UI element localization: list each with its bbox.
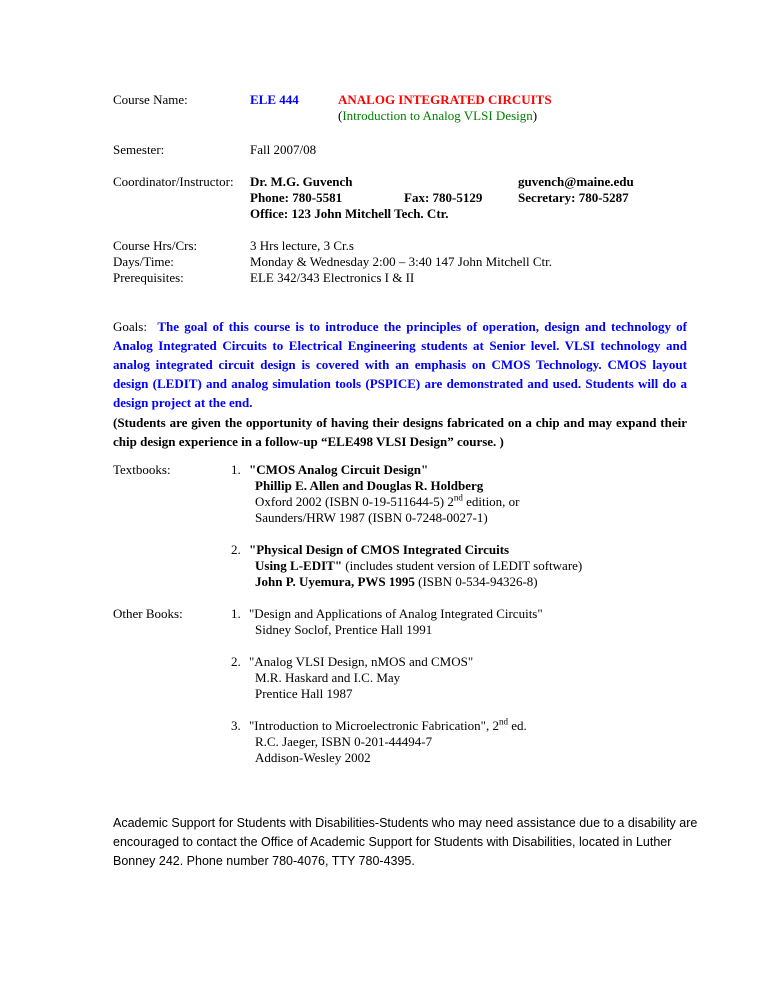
other-book2-author: M.R. Haskard and I.C. May [255,670,401,685]
other-books-label: Other Books: [113,606,183,621]
course-code: ELE 444 [250,92,299,107]
other-book3-title: "Introduction to Microelectronic Fabrication", 2nd ed. [249,716,527,733]
instructor-name: Dr. M.G. Guvench [250,174,353,189]
textbook1-pub1: Oxford 2002 (ISBN 0-19-511644-5) 2nd edition, or [255,492,520,509]
textbook1-number: 1. [231,462,241,477]
other-book1-title: "Design and Applications of Analog Integrated Circuits" [249,606,543,621]
other-book2-title: "Analog VLSI Design, nMOS and CMOS" [249,654,474,669]
other-book2-publisher: Prentice Hall 1987 [255,686,353,701]
other-book3-publisher: Addison-Wesley 2002 [255,750,371,765]
coordinator-label: Coordinator/Instructor: [113,174,234,189]
instructor-email[interactable]: guvench@maine.edu [518,174,634,189]
goals-paragraph [113,317,687,412]
course-subtitle: (Introduction to Analog VLSI Design) [338,108,538,123]
days-value: Monday & Wednesday 2:00 – 3:40 147 John Mitchell Ctr. [250,254,553,269]
other-book1-author: Sidney Soclof, Prentice Hall 1991 [255,622,433,637]
days-label: Days/Time: [113,254,174,269]
hrs-value: 3 Hrs lecture, 3 Cr.s [250,238,354,253]
disability-notice: Academic Support for Students with Disabilities-Students who may need assistance due to a disability are encouraged to contact the Office of Academic Support for Students with Disabilities, located in Luther Bonney 242. Phone number 780-4076, TTY 780-4395. [113,816,698,868]
course-name-label: Course Name: [113,92,188,107]
other-book1-number: 1. [231,606,241,621]
fabrication-note: (Students are given the opportunity of having their designs fabricated on a chip and may expand their chip design experience in a follow-up “ELE498 VLSI Design” course. ) [113,415,687,449]
textbook2-author: John P. Uyemura, PWS 1995 (ISBN 0-534-94326-8) [255,574,538,589]
textbook2-number: 2. [231,542,241,557]
prereq-value: ELE 342/343 Electronics I & II [250,270,415,285]
instructor-office: Office: 123 John Mitchell Tech. Ctr. [250,206,449,221]
textbook1-authors: Phillip E. Allen and Douglas R. Holdberg [255,478,484,493]
textbook2-title-line2: Using L-EDIT" (includes student version of LEDIT software) [255,558,583,573]
instructor-phone: Phone: 780-5581 [250,190,343,205]
other-book2-number: 2. [231,654,241,669]
course-title: ANALOG INTEGRATED CIRCUITS [338,92,552,107]
goals-text: The goal of this course is to introduce the principles of operation, design and technology of Analog Integrated Circuits to Electrical Engineering students at Senior level. VLSI technology and analog integrated circuit design is covered with an emphasis on CMOS Technology. CMOS layout design (LEDIT) and analog simulation tools (PSPICE) are demonstrated and used. Students will do a design project at the end. [113,319,687,410]
textbook2-title-line1: "Physical Design of CMOS Integrated Circuits [249,542,510,557]
semester-value: Fall 2007/08 [250,142,317,157]
instructor-fax: Fax: 780-5129 [404,190,483,205]
hrs-label: Course Hrs/Crs: [113,238,198,253]
other-book3-number: 3. [231,718,241,733]
prereq-label: Prerequisites: [113,270,184,285]
other-book3-author: R.C. Jaeger, ISBN 0-201-44494-7 [255,734,433,749]
textbook1-pub2: Saunders/HRW 1987 (ISBN 0-7248-0027-1) [255,510,488,525]
goals-label: Goals: [113,319,147,334]
semester-label: Semester: [113,142,165,157]
secretary-phone: Secretary: 780-5287 [518,190,629,205]
textbook1-title: "CMOS Analog Circuit Design" [249,462,429,477]
textbooks-label: Textbooks: [113,462,171,477]
